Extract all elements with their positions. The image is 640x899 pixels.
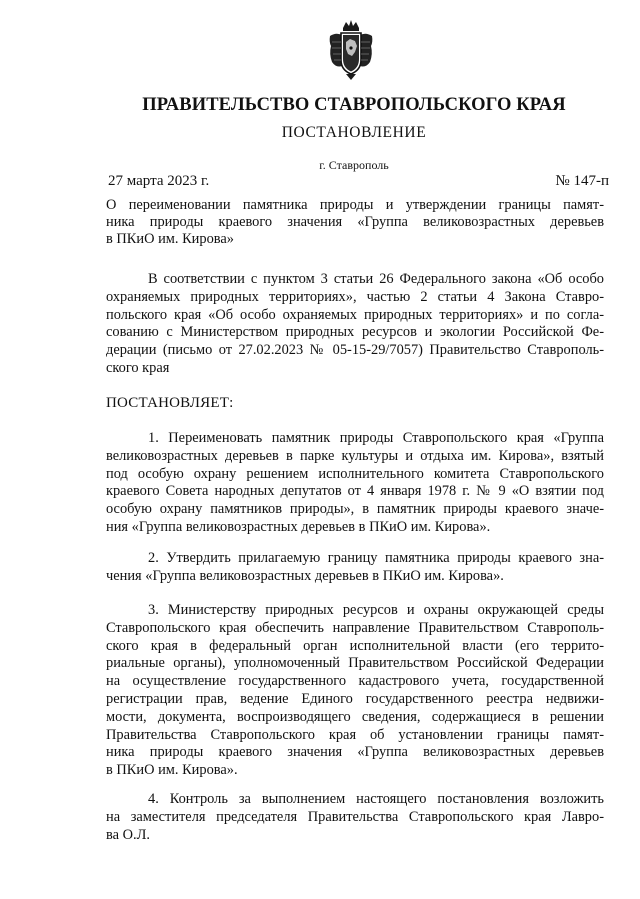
decree-word: ПОСТАНОВЛЯЕТ:: [106, 395, 234, 411]
paragraph-line: Правительства Ставропольского края об установлении границы памят-: [106, 726, 604, 743]
paragraph-line: ника природы краевого значения «Группа великовозрастных деревьев: [106, 744, 604, 761]
paragraph-line: 4. Контроль за выполнением настоящего постановления возложить: [148, 791, 604, 807]
paragraph-line: ния «Группа великовозрастных деревьев в ПКиО им. Кирова».: [106, 518, 491, 535]
document-number: № 147-п: [555, 173, 609, 189]
paragraph-line: краевого Совета народных депутатов от 4 января 1978 г. № 9 «О взятии под: [106, 483, 604, 500]
paragraph-line: В соответствии с пунктом 3 статьи 26 Федерального закона «Об особо: [148, 271, 604, 287]
paragraph-line: охраняемых природных территориях», частью 2 статьи 4 Закона Ставро-: [106, 288, 604, 305]
coat-of-arms-emblem: [328, 18, 374, 82]
paragraph-line: на заместителя председателя Правительства Ставропольского края Лавро-: [106, 808, 604, 825]
paragraph-line: мости, документа, воспроизводящего сведения, содержащиеся в решении: [106, 708, 604, 725]
paragraph-line: великовозрастных деревьев в парке культуры и отдыха им. Кирова», взятый: [106, 447, 604, 464]
paragraph-line: чения «Группа великовозрастных деревьев в ПКиО им. Кирова».: [106, 567, 504, 584]
paragraph-line: регистрации прав, ведение Единого государственного реестра недвижи-: [106, 690, 604, 707]
document-subject: [106, 197, 604, 249]
paragraph-line: ского края: [106, 359, 170, 376]
paragraph-line: дерации (письмо от 27.02.2023 № 05-15-29/7057) Правительство Ставрополь-: [106, 342, 604, 359]
paragraph-line: риальные органы), уполномоченный Правительством Российской Федерации: [106, 655, 604, 672]
subject-line: О переименовании памятника природы и утверждении границы памят-: [106, 197, 604, 213]
paragraph-line: 2. Утвердить прилагаемую границу памятника природы краевого зна-: [148, 550, 604, 566]
item-1-paragraph: [106, 430, 604, 537]
item-2-paragraph: [106, 550, 604, 586]
city-label: г. Ставрополь: [319, 158, 389, 172]
preamble-paragraph: [106, 271, 604, 378]
paragraph-line: польского края «Об особо охраняемых природных территориях» и по согла-: [106, 306, 604, 323]
document-type-title: ПОСТАНОВЛЕНИЕ: [281, 124, 427, 141]
subject-line: ника природы краевого значения «Группа великовозрастных деревьев: [106, 214, 604, 231]
paragraph-line: в ПКиО им. Кирова».: [106, 762, 238, 779]
government-title: ПРАВИТЕЛЬСТВО СТАВРОПОЛЬСКОГО КРАЯ: [142, 95, 566, 115]
paragraph-line: на осуществление государственного кадастрового учета, государственной: [106, 673, 604, 690]
document-date: 27 марта 2023 г.: [108, 173, 210, 189]
item-3-paragraph: [106, 602, 604, 780]
paragraph-line: 1. Переименовать памятник природы Ставропольского края «Группа: [148, 430, 604, 446]
subject-line: в ПКиО им. Кирова»: [106, 231, 234, 248]
paragraph-line: Ставропольского края обеспечить направление Правительством Ставрополь-: [106, 619, 604, 636]
paragraph-line: ского края в федеральный орган исполнительной власти (его террито-: [106, 637, 604, 654]
paragraph-line: сованию с Министерством природных ресурсов и экологии Российской Фе-: [106, 324, 604, 341]
item-4-paragraph: [106, 791, 604, 844]
paragraph-line: ва О.Л.: [106, 826, 150, 843]
paragraph-line: 3. Министерству природных ресурсов и охраны окружающей среды: [148, 602, 604, 618]
paragraph-line: особую охрану памятников природы», в памятник природы краевого значе-: [106, 501, 604, 518]
paragraph-line: под особую охрану решением исполнительного комитета Ставропольского: [106, 465, 604, 482]
